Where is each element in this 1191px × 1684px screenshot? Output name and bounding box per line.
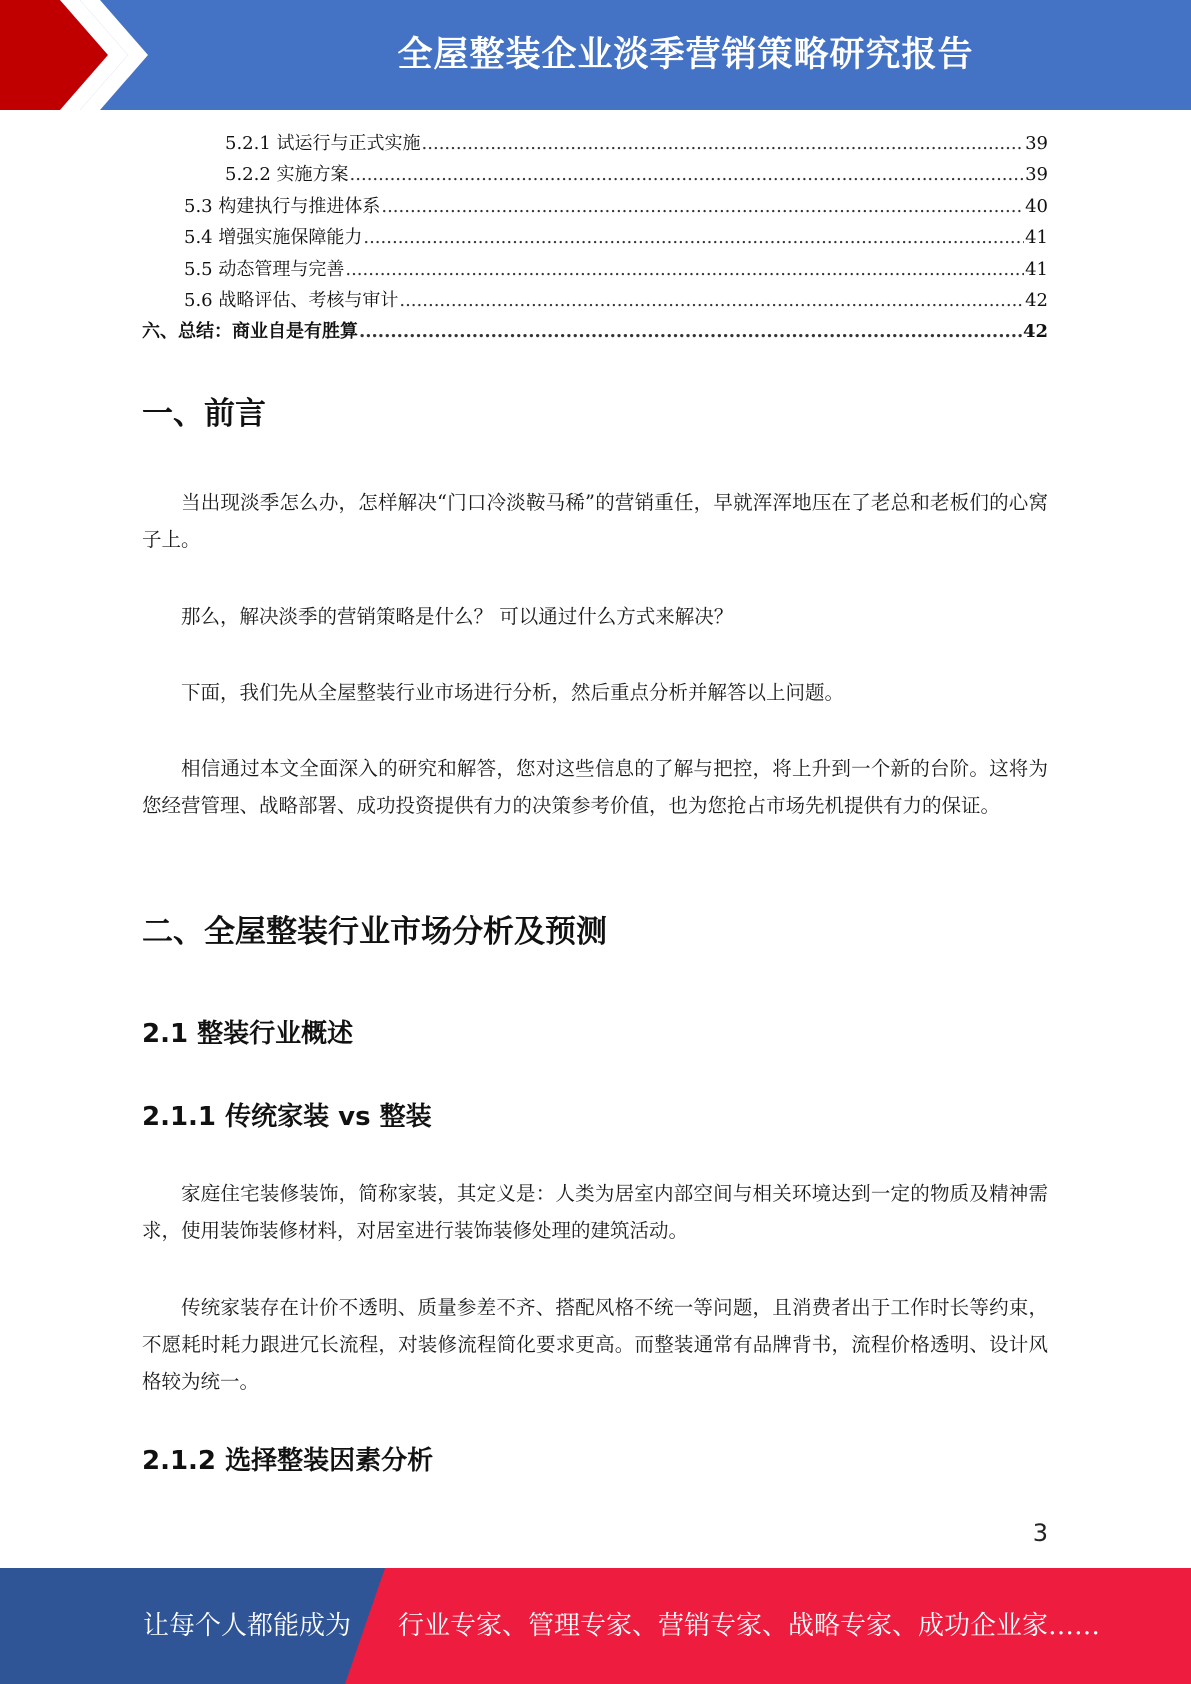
toc-entry[interactable] xyxy=(142,285,1048,316)
toc-entry-page: 39 xyxy=(1025,133,1048,154)
toc-entry[interactable] xyxy=(142,316,1048,347)
footer-slogan-left: 让每个人都能成为 xyxy=(143,1611,352,1641)
body-paragraph: 当出现淡季怎么办，怎样解决“门口冷淡鞍马稀”的营销重任，早就浑浑地压在了老总和老板们的心窝子上。 xyxy=(142,491,1048,551)
header-banner xyxy=(0,0,1191,110)
body-paragraph: 那么，解决淡季的营销策略是什么？ 可以通过什么方式来解决？ xyxy=(181,605,734,628)
toc-leader-dots xyxy=(422,128,1025,159)
toc-entry-label: 5.6 战略评估、考核与审计 xyxy=(184,289,399,311)
toc-entry-label: 5.5 动态管理与完善 xyxy=(184,258,345,280)
toc-entry-page: 40 xyxy=(1025,195,1048,217)
section-heading-preface: 一、前言 xyxy=(142,396,266,432)
toc-entry-label: 5.2.2 实施方案 xyxy=(225,164,349,186)
toc-entry-page: 41 xyxy=(1025,227,1048,249)
toc-entry[interactable] xyxy=(142,159,1048,190)
body-paragraph: 家庭住宅装修装饰，简称家装，其定义是：人类为居室内部空间与相关环境达到一定的物质及精神需求，使用装饰装修材料，对居室进行装饰装修处理的建筑活动。 xyxy=(142,1182,1048,1242)
toc-leader-dots xyxy=(381,191,1024,222)
table-of-contents xyxy=(142,128,1048,348)
subsection-heading: 2.1 整装行业概述 xyxy=(142,1019,354,1049)
toc-leader-dots xyxy=(363,222,1024,253)
page-number: 3 xyxy=(1032,1519,1048,1547)
toc-leader-dots xyxy=(359,316,1022,347)
footer-slogan-right: 行业专家、管理专家、营销专家、战略专家、成功企业家…… xyxy=(398,1611,1101,1641)
toc-entry-label: 5.3 构建执行与推进体系 xyxy=(184,195,381,217)
body-paragraph: 相信通过本文全面深入的研究和解答，您对这些信息的了解与把控，将上升到一个新的台阶。这将为您经营管理、战略部署、成功投资提供有力的决策参考价值，也为您抢占市场先机提供有力的保证。 xyxy=(142,757,1048,817)
footer-banner xyxy=(0,1568,1191,1684)
toc-entry[interactable] xyxy=(142,191,1048,222)
body-paragraph: 传统家装存在计价不透明、质量参差不齐、搭配风格不统一等问题，且消费者出于工作时长等约束，不愿耗时耗力跟进冗长流程，对装修流程简化要求更高。而整装通常有品牌背书，流程价格透明、设计风格较为统一。 xyxy=(142,1296,1048,1393)
toc-entry-page: 41 xyxy=(1025,258,1048,280)
toc-entry[interactable] xyxy=(142,222,1048,253)
toc-leader-dots xyxy=(399,285,1024,316)
toc-entry-label: 5.2.1 试运行与正式实施 xyxy=(225,133,421,154)
toc-entry-label: 六、总结：商业自是有胜算 xyxy=(142,321,358,343)
body-paragraph: 下面，我们先从全屋整装行业市场进行分析，然后重点分析并解答以上问题。 xyxy=(181,681,845,704)
toc-leader-dots xyxy=(345,254,1024,285)
red-chevron-decoration xyxy=(0,0,160,110)
toc-entry-page: 42 xyxy=(1025,289,1048,311)
subsection-heading: 2.1.1 传统家装 vs 整装 xyxy=(142,1102,432,1132)
subsection-heading: 2.1.2 选择整装因素分析 xyxy=(142,1446,434,1476)
toc-entry-page: 42 xyxy=(1022,321,1048,343)
section-heading-market-analysis: 二、全屋整装行业市场分析及预测 xyxy=(142,914,607,950)
toc-entry-label: 5.4 增强实施保障能力 xyxy=(184,227,363,249)
toc-entry[interactable] xyxy=(142,128,1048,159)
report-title: 全屋整装企业淡季营销策略研究报告 xyxy=(397,35,974,75)
toc-leader-dots xyxy=(350,159,1025,190)
toc-entry-page: 39 xyxy=(1025,164,1048,186)
toc-entry[interactable] xyxy=(142,254,1048,285)
